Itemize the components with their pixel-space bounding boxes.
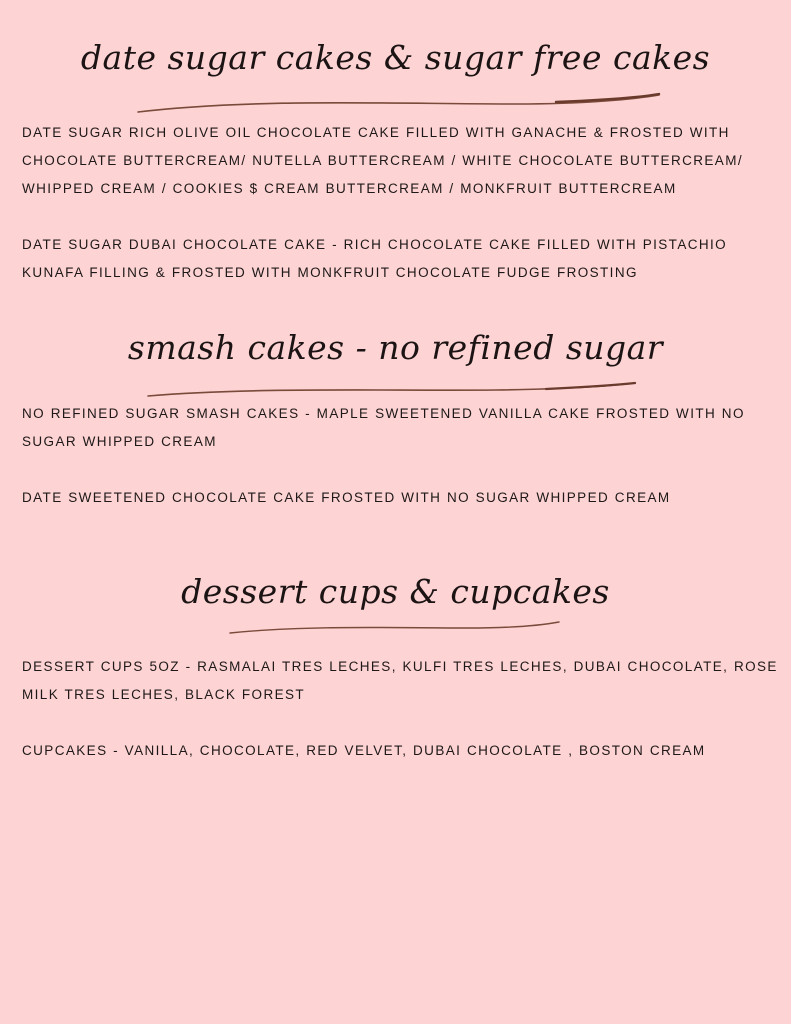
section-title-smash-cakes: smash cakes - no refined sugar [127,328,664,367]
divider-swoosh [136,90,662,116]
divider-swoosh [228,619,562,637]
section-title-date-sugar-cakes: date sugar cakes & sugar free cakes [80,38,711,77]
section-title-dessert-cups: dessert cups & cupcakes [181,572,610,611]
paragraph-dessert-cups: DESSERT CUPS 5OZ - RASMALAI TRES LECHES, KULFI TRES LECHES, DUBAI CHOCOLATE, ROSE MILK TRES LECHES, BLACK FOREST [22,659,778,702]
paragraph-date-sugar-dubai-cake: DATE SUGAR DUBAI CHOCOLATE CAKE - RICH CHOCOLATE CAKE FILLED WITH PISTACHIO KUNAFA FILLING & FROSTED WITH MONKFRUIT CHOCOLATE FUDGE FROSTING [22,237,728,280]
paragraph-cupcakes: CUPCAKES - VANILLA, CHOCOLATE, RED VELVET, DUBAI CHOCOLATE , BOSTON CREAM [22,743,706,758]
paragraph-date-sugar-olive-oil-cake: DATE SUGAR RICH OLIVE OIL CHOCOLATE CAKE FILLED WITH GANACHE & FROSTED WITH CHOCOLATE BUTTERCREAM/ NUTELLA BUTTERCREAM / WHITE CHOCOLATE BUTTERCREAM/ WHIPPED CREAM / COOKIES $ CREAM BUTTERCREAM / MONKFRUIT BUTTERCREAM [22,125,744,196]
divider-swoosh [146,379,638,401]
paragraph-no-refined-sugar-smash-cakes: NO REFINED SUGAR SMASH CAKES - MAPLE SWEETENED VANILLA CAKE FROSTED WITH NO SUGAR WHIPPED CREAM [22,406,745,449]
paragraph-date-sweetened-chocolate-cake: DATE SWEETENED CHOCOLATE CAKE FROSTED WITH NO SUGAR WHIPPED CREAM [22,490,671,505]
